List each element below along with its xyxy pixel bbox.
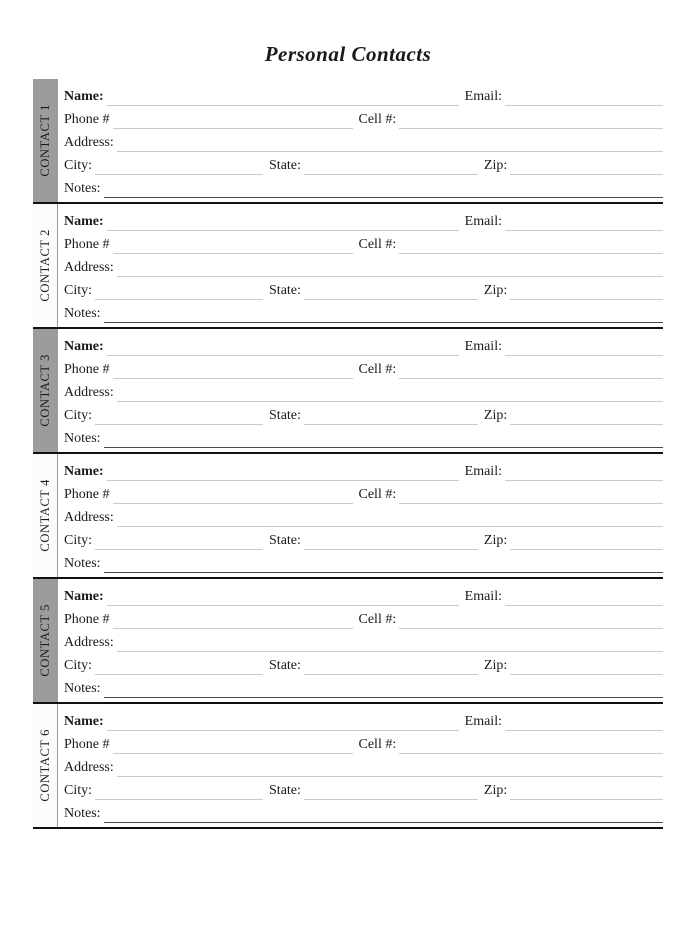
contact-tab-label: CONTACT 4: [37, 479, 52, 552]
name-label: Name:: [64, 214, 104, 229]
contact-tab: [33, 329, 58, 452]
address-input[interactable]: [117, 509, 663, 527]
zip-input[interactable]: [510, 282, 663, 300]
zip-input[interactable]: [510, 157, 663, 175]
phone-label: Phone #: [64, 112, 110, 127]
contact-fields: [58, 204, 663, 327]
address-label: Address:: [64, 385, 114, 400]
phone-input[interactable]: [113, 611, 353, 629]
state-label: State:: [269, 283, 301, 298]
row-phone-cell: [58, 731, 663, 754]
row-city-state-zip: [58, 527, 663, 550]
name-input[interactable]: [107, 338, 459, 356]
address-label: Address:: [64, 260, 114, 275]
email-input[interactable]: [505, 588, 663, 606]
cell-input[interactable]: [399, 736, 663, 754]
email-label: Email:: [464, 589, 502, 604]
zip-input[interactable]: [510, 407, 663, 425]
phone-label: Phone #: [64, 487, 110, 502]
city-label: City:: [64, 408, 93, 423]
row-phone-cell: [58, 356, 663, 379]
row-notes: [58, 675, 663, 698]
zip-label: Zip:: [483, 533, 508, 548]
contact-tab: [33, 579, 58, 702]
row-phone-cell: [58, 231, 663, 254]
city-label: City:: [64, 533, 93, 548]
row-notes: [58, 425, 663, 448]
name-input[interactable]: [107, 88, 459, 106]
row-name-email: [58, 583, 663, 606]
state-label: State:: [269, 783, 301, 798]
phone-input[interactable]: [113, 486, 353, 504]
row-address: [58, 254, 663, 277]
notes-input[interactable]: [104, 680, 663, 698]
row-name-email: [58, 458, 663, 481]
row-city-state-zip: [58, 652, 663, 675]
cell-input[interactable]: [399, 486, 663, 504]
city-label: City:: [64, 783, 93, 798]
email-input[interactable]: [505, 88, 663, 106]
contact-block: [33, 327, 663, 452]
row-city-state-zip: [58, 777, 663, 800]
phone-input[interactable]: [113, 236, 353, 254]
email-label: Email:: [464, 339, 502, 354]
address-label: Address:: [64, 135, 114, 150]
contact-block: [33, 577, 663, 702]
email-label: Email:: [464, 464, 502, 479]
zip-input[interactable]: [510, 532, 663, 550]
zip-input[interactable]: [510, 782, 663, 800]
name-input[interactable]: [107, 713, 459, 731]
state-input[interactable]: [304, 532, 478, 550]
zip-label: Zip:: [483, 783, 508, 798]
address-input[interactable]: [117, 134, 663, 152]
zip-label: Zip:: [483, 158, 508, 173]
phone-input[interactable]: [113, 736, 353, 754]
row-address: [58, 504, 663, 527]
phone-label: Phone #: [64, 362, 110, 377]
contact-fields: [58, 454, 663, 577]
row-phone-cell: [58, 481, 663, 504]
row-address: [58, 379, 663, 402]
contact-block: [33, 452, 663, 577]
notes-input[interactable]: [104, 805, 663, 823]
cell-label: Cell #:: [358, 112, 397, 127]
contact-tab-label: CONTACT 5: [37, 604, 52, 677]
row-city-state-zip: [58, 402, 663, 425]
name-label: Name:: [64, 589, 104, 604]
contacts-sheet: [33, 79, 663, 827]
state-input[interactable]: [304, 782, 478, 800]
city-label: City:: [64, 158, 93, 173]
contact-block: [33, 702, 663, 827]
contact-fields: [58, 579, 663, 702]
row-notes: [58, 550, 663, 573]
page-title: Personal Contacts: [264, 42, 432, 66]
notes-input[interactable]: [104, 430, 663, 448]
row-name-email: [58, 83, 663, 106]
contact-tab: [33, 704, 58, 827]
state-label: State:: [269, 158, 301, 173]
row-name-email: [58, 333, 663, 356]
state-label: State:: [269, 408, 301, 423]
zip-label: Zip:: [483, 408, 508, 423]
cell-label: Cell #:: [358, 362, 397, 377]
address-input[interactable]: [117, 759, 663, 777]
row-name-email: [58, 708, 663, 731]
name-input[interactable]: [107, 463, 459, 481]
row-notes: [58, 175, 663, 198]
phone-input[interactable]: [113, 111, 353, 129]
address-input[interactable]: [117, 384, 663, 402]
notes-label: Notes:: [64, 556, 101, 571]
city-input[interactable]: [95, 157, 263, 175]
city-input[interactable]: [95, 532, 263, 550]
sheet-bottom-rule: [33, 827, 663, 829]
contact-tab: [33, 204, 58, 327]
name-label: Name:: [64, 89, 104, 104]
contact-fields: [58, 704, 663, 827]
state-input[interactable]: [304, 407, 478, 425]
state-input[interactable]: [304, 282, 478, 300]
notes-label: Notes:: [64, 681, 101, 696]
city-label: City:: [64, 283, 93, 298]
address-label: Address:: [64, 635, 114, 650]
notes-label: Notes:: [64, 431, 101, 446]
email-label: Email:: [464, 714, 502, 729]
cell-input[interactable]: [399, 611, 663, 629]
notes-label: Notes:: [64, 806, 101, 821]
state-input[interactable]: [304, 157, 478, 175]
address-input[interactable]: [117, 259, 663, 277]
row-address: [58, 129, 663, 152]
contact-tab-label: CONTACT 2: [37, 229, 52, 302]
email-input[interactable]: [505, 463, 663, 481]
phone-label: Phone #: [64, 612, 110, 627]
notes-input[interactable]: [104, 555, 663, 573]
contact-tab-label: CONTACT 3: [37, 354, 52, 427]
contact-fields: [58, 329, 663, 452]
contact-tab-label: CONTACT 6: [37, 729, 52, 802]
phone-label: Phone #: [64, 237, 110, 252]
row-phone-cell: [58, 606, 663, 629]
email-input[interactable]: [505, 713, 663, 731]
cell-label: Cell #:: [358, 237, 397, 252]
name-label: Name:: [64, 714, 104, 729]
cell-label: Cell #:: [358, 737, 397, 752]
notes-input[interactable]: [104, 180, 663, 198]
email-input[interactable]: [505, 213, 663, 231]
cell-input[interactable]: [399, 361, 663, 379]
zip-label: Zip:: [483, 283, 508, 298]
zip-label: Zip:: [483, 658, 508, 673]
contact-fields: [58, 79, 663, 202]
row-city-state-zip: [58, 152, 663, 175]
email-input[interactable]: [505, 338, 663, 356]
email-label: Email:: [464, 89, 502, 104]
notes-label: Notes:: [64, 306, 101, 321]
address-label: Address:: [64, 510, 114, 525]
zip-input[interactable]: [510, 657, 663, 675]
name-label: Name:: [64, 339, 104, 354]
row-phone-cell: [58, 106, 663, 129]
row-address: [58, 629, 663, 652]
name-input[interactable]: [107, 213, 459, 231]
state-label: State:: [269, 658, 301, 673]
name-label: Name:: [64, 464, 104, 479]
city-label: City:: [64, 658, 93, 673]
name-input[interactable]: [107, 588, 459, 606]
phone-label: Phone #: [64, 737, 110, 752]
contact-block: [33, 79, 663, 202]
cell-label: Cell #:: [358, 612, 397, 627]
contact-tab-label: CONTACT 1: [37, 104, 52, 177]
city-input[interactable]: [95, 782, 263, 800]
contact-tab: [33, 454, 58, 577]
row-city-state-zip: [58, 277, 663, 300]
city-input[interactable]: [95, 407, 263, 425]
state-input[interactable]: [304, 657, 478, 675]
phone-input[interactable]: [113, 361, 353, 379]
email-label: Email:: [464, 214, 502, 229]
address-label: Address:: [64, 760, 114, 775]
row-notes: [58, 800, 663, 823]
contact-block: [33, 202, 663, 327]
cell-input[interactable]: [399, 236, 663, 254]
contact-tab: [33, 79, 58, 202]
notes-input[interactable]: [104, 305, 663, 323]
row-address: [58, 754, 663, 777]
state-label: State:: [269, 533, 301, 548]
notes-label: Notes:: [64, 181, 101, 196]
row-notes: [58, 300, 663, 323]
city-input[interactable]: [95, 282, 263, 300]
cell-input[interactable]: [399, 111, 663, 129]
city-input[interactable]: [95, 657, 263, 675]
address-input[interactable]: [117, 634, 663, 652]
cell-label: Cell #:: [358, 487, 397, 502]
row-name-email: [58, 208, 663, 231]
